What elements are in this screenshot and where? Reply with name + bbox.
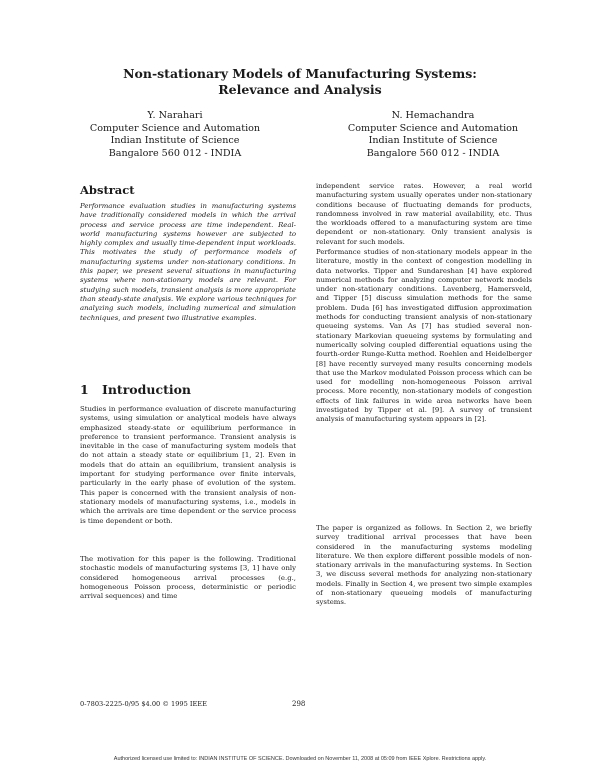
author-name: N. Hemachandra xyxy=(391,110,475,121)
author-block-1 xyxy=(60,110,290,160)
abstract-text: Performance evaluation studies in manufacturing systems have traditionally considered models in which the arrival process and service process are time independent. Real-world manufacturing systems however are subjected to highly complex and usually time-dependent input workloads. This motivates the study of performance models of manufacturing systems under non-stationary conditions. In this paper, we present several situations in manufacturing systems where non-stationary models are relevant. For studying such models, transient analysis is more appropriate than steady-state analysis. We explore various techniques for analyzing such models, including numerical and simulation techniques, and present two illustrative examples. xyxy=(80,202,296,322)
author-department: Computer Science and Automation xyxy=(347,122,519,134)
page-number: 298 xyxy=(292,700,306,708)
right-paragraph-1: independent service rates. However, a real world manufacturing system usually operates under non-stationary conditions because of fluctuating demands for products, randomness involved in raw material availability, etc. Thus the workloads offered to a manufacturing system are time dependent or non-stationary. Only transient analysis is relevant for such models. xyxy=(316,182,532,246)
author-address: Bangalore 560 012 - INDIA xyxy=(108,147,242,159)
section-title: Introduction xyxy=(102,382,192,397)
paper-title-line-1: Non-stationary Models of Manufacturing Systems: xyxy=(123,66,477,81)
right-paragraph-2: Performance studies of non-stationary models appear in the literature, mostly in the context of congestion modelling in data networks. Tipper and Sundareshan [4] have explored numerical methods for analyzing computer network models under non-stationary conditions. Lavenberg, Hamersveld, and Tipper [5] discuss simulation methods for the same problem. Duda [6] has investigated diffusion approximation methods for conducting transient analysis of non-stationary queueing systems. Van As [7] has studied several non-stationary Markovian queueing systems by formulating and numerically solving coupled differential equations using the fourth-order Runge-Kutta method. Roehlen and Heidelberger [8] have recently surveyed many results concerning models that use the Markov modulated Poisson process which can be used for modelling non-homogeneous Poisson arrival process. More recently, non-stationary models of congestion effects of link failures in wide area networks have been investigated by Tipper et al. [9]. A survey of transient analysis of manufacturing system appears in [2]. xyxy=(316,248,532,424)
author-name: Y. Narahari xyxy=(147,110,203,121)
license-notice: Authorized licensed use limited to: INDIAN INSTITUTE OF SCIENCE. Downloaded on November 11, 2008 at 05:09 from IEEE Xplore. Restrictions apply. xyxy=(113,756,487,762)
author-institute: Indian Institute of Science xyxy=(368,135,498,146)
section-heading-introduction xyxy=(80,382,191,397)
intro-paragraph-1: Studies in performance evaluation of discrete manufacturing systems, using simulation or analytical models have always emphasized steady-state or equilibrium performance in preference to transient performance. Transient analysis is inevitable in the case of manufacturing system models that do not attain a steady state or equilibrium [1, 2]. Even in models that do attain an equilibrium, transient analysis is important for studying performance over finite intervals, particularly in the early phase of evolution of the system. This paper is concerned with the transient analysis of non-stationary models of manufacturing systems, i.e., models in which the arrivals are time dependent or the service process is time dependent or both. xyxy=(80,405,296,525)
copyright-line: 0-7803-2225-0/95 $4.00 © 1995 IEEE xyxy=(80,700,207,708)
intro-paragraph-2: The motivation for this paper is the following. Traditional stochastic models of manufacturing systems [3, 1] have only considered homogeneous arrival processes (e.g., homogeneous Poisson process, deterministic or periodic arrival sequences) and time xyxy=(80,555,296,601)
author-address: Bangalore 560 012 - INDIA xyxy=(366,147,500,159)
section-number: 1 xyxy=(80,382,89,397)
right-paragraph-3: The paper is organized as follows. In Section 2, we briefly survey traditional arrival processes that have been considered in the manufacturing systems modeling literature. We then explore different possible models of non-stationary arrivals in the manufacturing systems. In Section 3, we discuss several methods for analyzing non-stationary models. Finally in Section 4, we present two simple examples of non-stationary queueing models of manufacturing systems. xyxy=(316,524,532,607)
paper-title-line-2: Relevance and Analysis xyxy=(218,82,382,97)
author-block-2 xyxy=(318,110,548,160)
author-department: Computer Science and Automation xyxy=(89,122,261,134)
abstract-heading: Abstract xyxy=(80,183,135,197)
author-institute: Indian Institute of Science xyxy=(110,135,240,146)
